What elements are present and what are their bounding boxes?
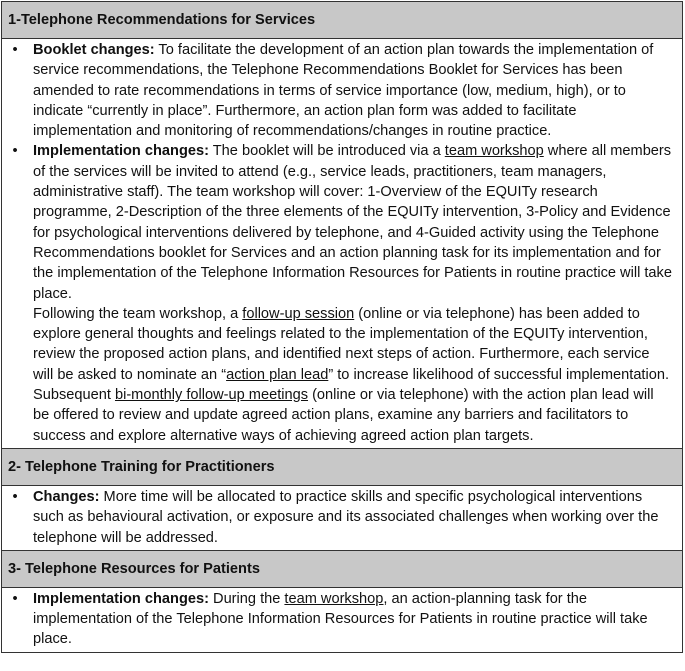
item-paragraph bbox=[33, 141, 672, 303]
bullet-list bbox=[8, 40, 672, 446]
list-item bbox=[8, 487, 672, 548]
item-lead: Booklet changes: bbox=[33, 42, 155, 58]
section-header-row bbox=[2, 550, 683, 587]
section-body-row bbox=[2, 485, 683, 550]
item-text: The booklet will be introduced via a bbox=[208, 143, 445, 160]
item-text: (online or via telephone) has been added to explore general thoughts and feelings related to the implementation of the EQUITy intervention, review the proposed action plans, and identified next steps of action. Furthermore, each service will be asked to nominate an “ bbox=[33, 305, 650, 383]
underlined-term: follow-up session bbox=[242, 305, 355, 322]
bullet-icon: • bbox=[12, 590, 18, 607]
underlined-term: team workshop bbox=[444, 143, 544, 160]
section-body bbox=[2, 485, 683, 550]
item-paragraph bbox=[33, 304, 672, 446]
section-title: 3- Telephone Resources for Patients bbox=[2, 550, 683, 587]
section-title: 2- Telephone Training for Practitioners bbox=[2, 448, 683, 485]
item-text: where all members of the services will be invited to attend (e.g., service leads, practitioners, team managers, administrative staff). The team workshop will cover: 1-Overview of the EQUITy research programme, 2-Description of the three elements of the EQUITy intervention, 3-Policy and Evidence for psychological interventions delivered by telephone, and 4-Guided activity using the Telephone Recommendations booklet for Services and an action planning task for its implementation and for the implementation of the Telephone Information Resources for Patients in routine practice will take place. bbox=[33, 143, 672, 302]
item-text: During the bbox=[208, 590, 285, 607]
bullet-icon: • bbox=[12, 143, 18, 160]
section-body-row bbox=[2, 39, 683, 449]
underlined-term: action plan lead bbox=[226, 366, 329, 383]
bullet-icon: • bbox=[12, 42, 18, 58]
section-title: 1-Telephone Recommendations for Services bbox=[2, 2, 683, 39]
list-item bbox=[8, 589, 672, 650]
list-item bbox=[8, 141, 672, 445]
item-text: (online or via telephone) with the action plan lead will be offered to review and update agreed action plans, examine any barriers and facilitators to success and explore alternative ways of achieving agreed action plan targets. bbox=[33, 387, 654, 444]
item-text: ” to increase likelihood of successful implementation. Subsequent bbox=[33, 366, 670, 404]
bullet-list bbox=[8, 487, 672, 548]
underlined-term: bi-monthly follow-up meetings bbox=[114, 387, 309, 404]
recommendations-table bbox=[1, 1, 683, 653]
section-header-row bbox=[2, 2, 683, 39]
bullet-list bbox=[8, 589, 672, 650]
item-lead: Implementation changes: bbox=[33, 590, 209, 607]
item-lead: Changes: bbox=[33, 488, 100, 505]
section-body bbox=[2, 587, 683, 652]
bullet-icon: • bbox=[12, 488, 18, 505]
section-body-row bbox=[2, 587, 683, 652]
underlined-term: team workshop, bbox=[284, 590, 388, 607]
item-text: an action-planning task for the implementation of the Telephone Information Resources for Patients in routine practice will take place. bbox=[33, 590, 648, 648]
section-header-row bbox=[2, 448, 683, 485]
item-text: More time will be allocated to practice skills and specific psychological interventions such as behavioural activation, or exposure and its associated challenges when working over the telephone will be addressed. bbox=[33, 488, 659, 546]
list-item bbox=[8, 40, 672, 141]
item-text: To facilitate the development of an action plan towards the implementation of service recommendations, the Telephone Recommendations Booklet for Services has been amended to rate recommendations in terms of service importance (low, medium, high), or to indicate “currently in place”. Furthermore, an action plan form was added to facilitate implementation and monitoring of recommendations/changes in routine practice. bbox=[33, 42, 654, 140]
item-lead: Implementation changes: bbox=[33, 143, 209, 160]
section-body bbox=[2, 39, 683, 449]
item-text: Following the team workshop, a bbox=[33, 305, 243, 322]
